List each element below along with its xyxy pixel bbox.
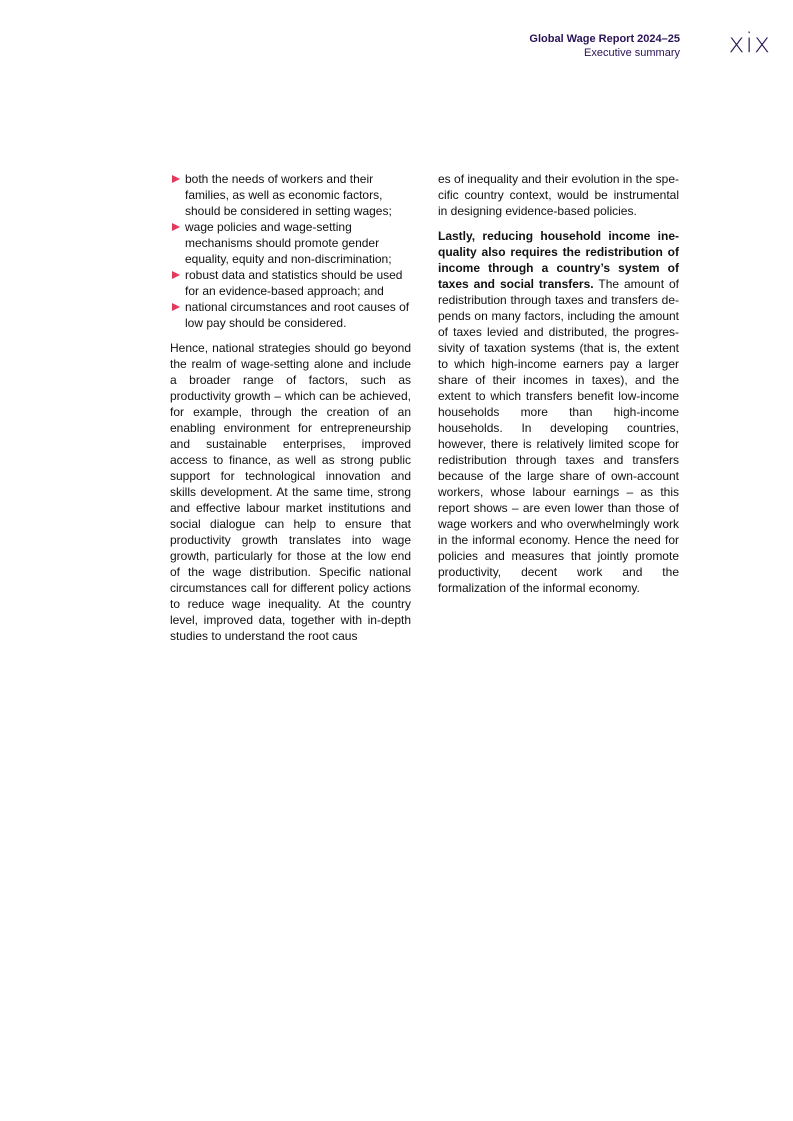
bold-lead-sentence: Lastly, reducing household income inequality also requires the redistribution of income through a country’s system of taxes and social transfers. xyxy=(438,229,679,291)
triangle-bullet-icon xyxy=(172,303,180,311)
running-header xyxy=(529,32,680,60)
section-title: Executive summary xyxy=(584,47,680,59)
left-column xyxy=(170,171,411,653)
redistribution-paragraph xyxy=(438,228,679,596)
report-title: Global Wage Report 2024–25 xyxy=(529,33,680,45)
page-number: xix xyxy=(728,28,771,59)
list-item-text: national circumstances and root causes of low pay should be considered. xyxy=(185,300,410,330)
list-item xyxy=(170,219,411,267)
continued-paragraph: es of inequality and their evolution in the specific country context, would be instrumental in designing evidence-based policies. xyxy=(438,172,679,218)
right-column xyxy=(438,171,679,605)
triangle-bullet-icon xyxy=(172,223,180,231)
triangle-bullet-icon xyxy=(172,175,180,183)
list-item xyxy=(170,267,411,299)
list-item-text: both the needs of workers and their families, as well as economic factors, should be considered in setting wages; xyxy=(185,172,392,218)
list-item xyxy=(170,299,411,331)
body-paragraph: Hence, national strategies should go beyond the realm of wage-setting alone and include a broader range of factors, such as productivity growth – which can be achieved, for example, through the creation of an enabling environment for entrepreneurship and sustainable enterprises, improved access to finance, as well as strong public support for technological innovation and skills development. At the same time, strong and effective labour market institutions and social dialogue can help to ensure that productivity growth translates into wage growth, particularly for those at the low end of the wage distribution. Specific national circumstances call for different policy actions to reduce wage inequality. At the country level, improved data, together with in-depth studies to understand the root caus xyxy=(170,341,411,643)
list-item-text: robust data and statistics should be used for an evidence-based approach; and xyxy=(185,268,403,298)
list-item-text: wage policies and wage-setting mechanisms should promote gender equality, equity and non-discrimination; xyxy=(185,220,392,266)
list-item xyxy=(170,171,411,219)
bullet-list xyxy=(170,171,411,331)
triangle-bullet-icon xyxy=(172,271,180,279)
paragraph-body: The amount of redistribution through taxes and transfers depends on many factors, including the amount of taxes levied and distributed, the progressivity of taxation systems (that is, the extent to which high-income earners pay a larger share of their incomes in taxes), and the extent to which transfers benefit low-income households more than high-income households. In developing countries, however, there is relatively limited scope for redistribution through taxes and transfers because of the large share of own-account workers, whose labour earnings – as this report shows – are even lower than those of wage workers and who overwhelmingly work in the informal economy. Hence the need for policies and measures that jointly promote productivity, decent work and the formalization of the informal economy. xyxy=(438,277,679,595)
